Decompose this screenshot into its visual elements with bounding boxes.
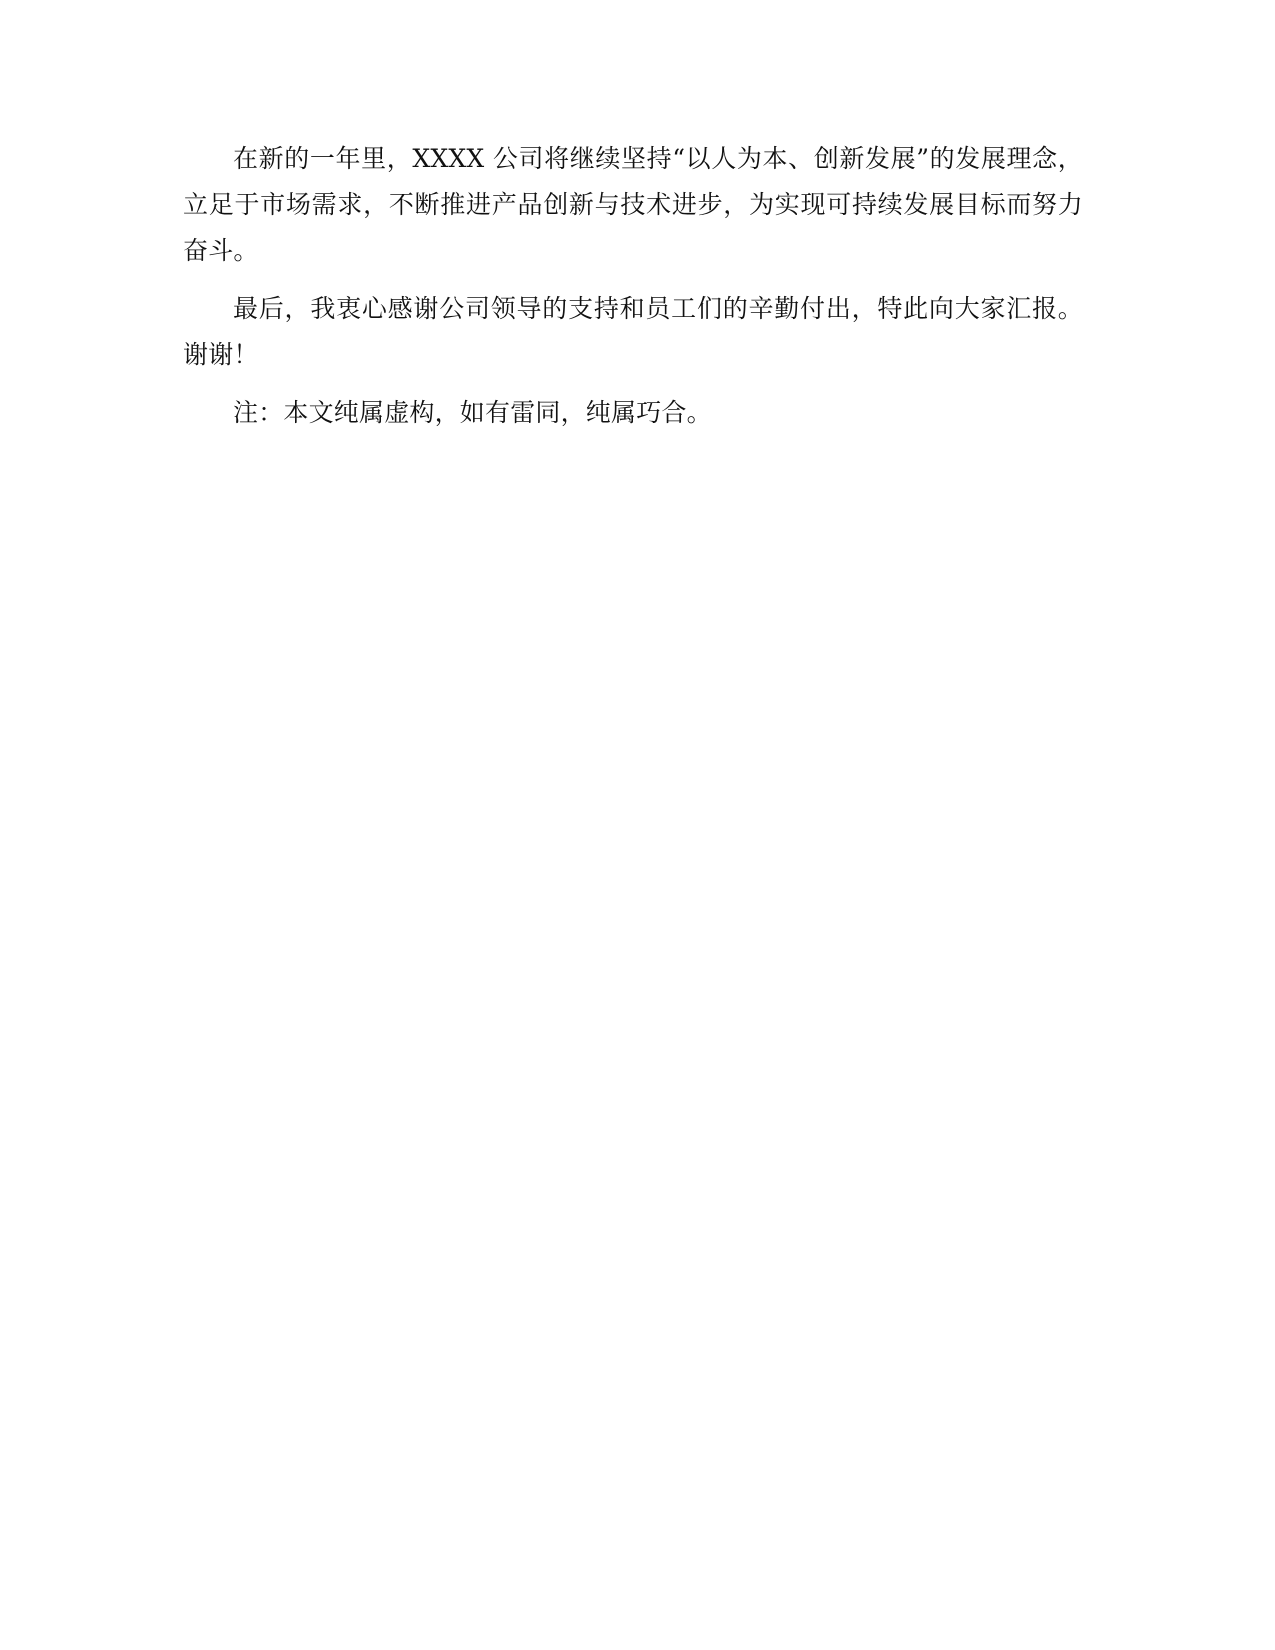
document-body <box>183 136 1083 448</box>
paragraph-disclaimer: 注：本文纯属虚构，如有雷同，纯属巧合。 <box>233 398 712 427</box>
paragraph-thanks: 最后，我衷心感谢公司领导的支持和员工们的辛勤付出，特此向大家汇报。谢谢！ <box>183 294 1083 369</box>
paragraph-outlook: 在新的一年里，XXXX 公司将继续坚持“以人为本、创新发展”的发展理念，立足于市场需求，不断推进产品创新与技术进步，为实现可持续发展目标而努力奋斗。 <box>183 144 1083 265</box>
